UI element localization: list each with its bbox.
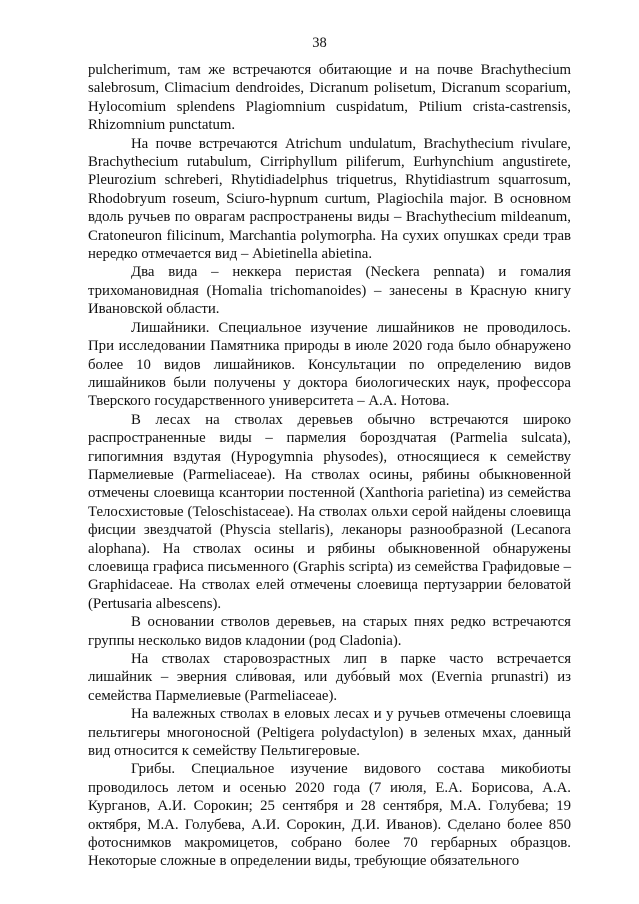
paragraph: В основании стволов деревьев, на старых пнях редко встречаются группы несколько видов кладонии (род Cladonia).	[88, 614, 571, 649]
paragraph: На почве встречаются Atrichum undulatum, Brachythecium rivulare, Brachythecium rutabulum, Cirriphyllum piliferum, Eurhynchium angustirete, Pleurozium schreberi, Rhytidiadelphus triquetrus, Rhytidiastrum squarrosum, Rhodobryum roseum, Sciuro-hypnum curtum, Plagiochila major. В основном вдоль ручьев по оврагам распространены виды – Brachythecium mildeanum, Cratoneuron filicinum, Marchantia polymorpha. На сухих опушках среди трав нередко отмечается вид – Abietinella abietina.	[88, 135, 571, 263]
paragraph: Два вида – неккера перистая (Neckera pennata) и гомалия трихомановидная (Homalia trichomanoides) – занесены в Красную книгу Ивановской области.	[88, 264, 571, 318]
paragraph: На валежных стволах в еловых лесах и у ручьев отмечены слоевища пельтигеры многоносной (Peltigera polydactylon) в зеленых мхах, данный вид относится к семейству Пельтигеровые.	[88, 706, 571, 760]
paragraph: Грибы. Специальное изучение видового состава микобиоты проводилось летом и осенью 2020 года (7 июля, Е.А. Борисова, А.А. Курганов, А.И. Сорокин; 25 сентября и 28 сентября, М.А. Голубева; 19 октября, М.А. Голубева, А.И. Сорокин, Д.И. Иванов). Сделано более 850 фотоснимков макромицетов, собрано более 70 гербарных образцов. Некоторые сложные в определении виды, требующие обязательного	[88, 761, 571, 870]
paragraph: Лишайники. Специальное изучение лишайников не проводилось. При исследовании Памятника природы в июле 2020 года было обнаружено более 10 видов лишайников. Консультации по определению видов лишайников были получены у доктора биологических наук, профессора Тверского государственного университета – А.А. Нотова.	[88, 319, 571, 410]
page-number: 38	[312, 35, 327, 51]
paragraph: pulcherimum, там же встречаются обитающие и на почве Brachythecium salebrosum, Climacium dendroides, Dicranum polisetum, Dicranum scoparium, Hylocomium splendens Plagiomnium cuspidatum, Ptilium crista-castrensis, Rhizomnium punctatum.	[88, 62, 571, 134]
paragraph: В лесах на стволах деревьев обычно встречаются широко распространенные виды – пармелия бороздчатая (Parmelia sulcata), гипогимния вздутая (Hypogymnia physodes), относящиеся к семейству Пармелиевые (Parmeliaceae). На стволах осины, рябины обыкновенной отмечены слоевища ксантории постенной (Xanthoria parietina) из семейства Телосхистовые (Teloschistaceae). На стволах ольхи серой найдены слоевища фисции звездчатой (Physcia stellaris), леканоры разнообразной (Lecanora alophana). На стволах осины и рябины обыкновенной обнаружены слоевища графиса письменного (Graphis scripta) из семейства Графидовые – Graphidaceae. На стволах елей отмечены слоевища пертузаррии беловатой (Pertusaria albescens).	[88, 411, 571, 612]
body-text	[88, 61, 571, 871]
paragraph: На стволах старовозрастных лип в парке часто встречается лишайник – эверния сли́вовая, или дубо́вый мох (Evernia prunastri) из семейства Пармелиевые (Parmeliaceae).	[88, 651, 571, 704]
